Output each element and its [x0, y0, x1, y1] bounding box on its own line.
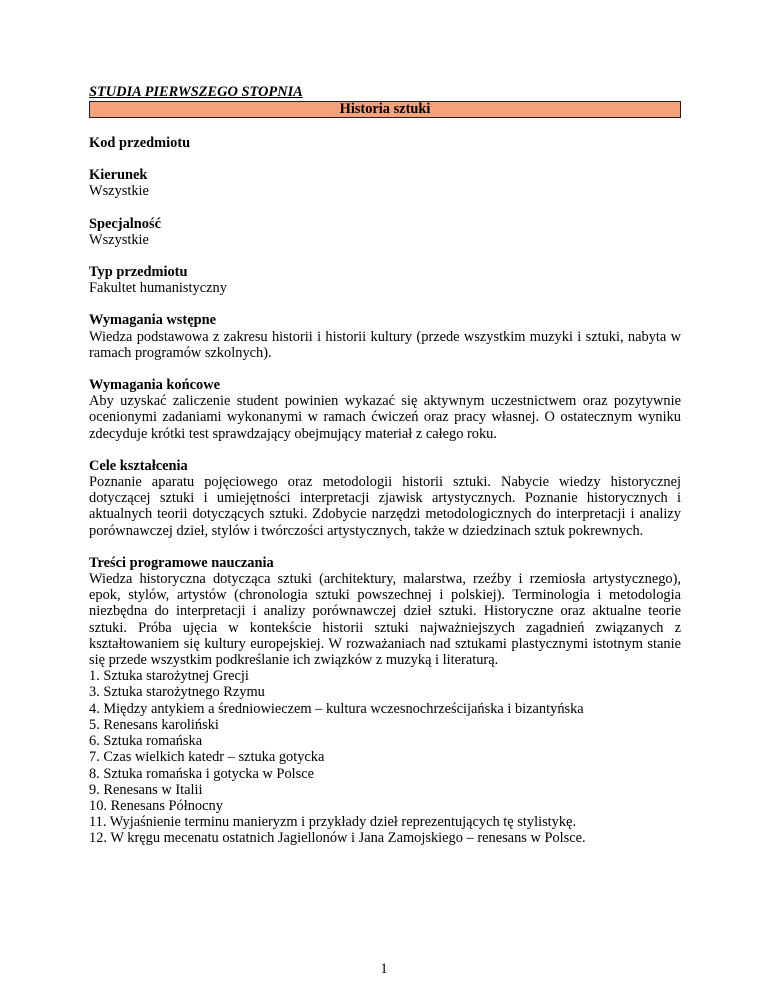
topics-list — [89, 668, 681, 846]
section-value-wymagania-koncowe: Aby uzyskać zaliczenie student powinien wykazać się aktywnym uczestnictwem oraz pozytywnie ocenionymi zadaniami wykonanymi w ramach ćwiczeń oraz pracy własnej. O ostatecznym wyniku zdecyduje krótki test sprawdzający obejmujący materiał z całego roku. — [89, 393, 681, 442]
list-item: 10. Renesans Północny — [89, 797, 223, 814]
list-item: 11. Wyjaśnienie terminu manieryzm i przykłady dzieł reprezentujących tę stylistykę. — [89, 814, 577, 831]
list-item: 9. Renesans w Italii — [89, 781, 203, 798]
section-value-specjalnosc: Wszystkie — [89, 231, 149, 248]
document-page — [89, 84, 681, 847]
section-value-typ: Fakultet humanistyczny — [89, 280, 227, 297]
section-heading-wymagania-wstepne: Wymagania wstępne — [89, 312, 216, 329]
list-item: 1. Sztuka starożytnej Grecji — [89, 668, 249, 685]
section-heading-specjalnosc: Specjalność — [89, 215, 161, 232]
section-tresci — [89, 555, 681, 847]
section-kierunek — [89, 167, 681, 199]
page-number: 1 — [380, 961, 388, 977]
section-typ — [89, 264, 681, 296]
section-value-cele: Poznanie aparatu pojęciowego oraz metodologii historii sztuki. Nabycie wiedzy historycznej dotyczącej sztuki i umiejętności interpretacji zjawisk artystycznych. Poznanie historycznych i aktualnych teorii dotyczących sztuki. Zdobycie narzędzi metodologicznych do interpretacji i analizy porównawczej dzieł, stylów i twórczości artystycznych, także w dziedzinach sztuk pokrewnych. — [89, 474, 681, 539]
section-specjalnosc — [89, 216, 681, 248]
section-heading-typ: Typ przedmiotu — [89, 264, 188, 281]
section-value-wymagania-wstepne: Wiedza podstawowa z zakresu historii i historii kultury (przede wszystkim muzyki i sztuki, nabyta w ramach programów szkolnych). — [89, 328, 681, 361]
section-value-tresci: Wiedza historyczna dotycząca sztuki (architektury, malarstwa, rzeźby i rzemiosła artystycznego), epok, stylów, artystów (chronologia sztuki powszechnej i polskiej). Terminologia i metodologia niezbędna do interpretacji i analizy porównawczej dzieł sztuki. Historyczne oraz aktualne teorie sztuki. Próba ujęcia w kontekście historii sztuki najważniejszych zagadnień związanych z kształtowaniem się kultury europejskiej. W rozważaniach nad sztukami plastycznymi istotnym stanie się przede wszystkim podkreślanie ich związków z muzyką i literaturą. — [89, 571, 681, 669]
section-cele — [89, 458, 681, 539]
list-item: 5. Renesans karoliński — [89, 716, 219, 733]
section-heading-wymagania-koncowe: Wymagania końcowe — [89, 377, 220, 394]
subject-title-bar: Historia sztuki — [89, 101, 681, 118]
section-heading-tresci: Treści programowe nauczania — [89, 554, 274, 571]
list-item: 6. Sztuka romańska — [89, 733, 203, 750]
section-wymagania-wstepne — [89, 312, 681, 361]
list-item: 8. Sztuka romańska i gotycka w Polsce — [89, 765, 315, 782]
section-wymagania-koncowe — [89, 377, 681, 442]
study-level-title: STUDIA PIERWSZEGO STOPNIA — [89, 84, 303, 100]
section-value-kierunek: Wszystkie — [89, 183, 149, 200]
list-item: 3. Sztuka starożytnego Rzymu — [89, 684, 265, 701]
list-item: 4. Między antykiem a średniowieczem – kultura wczesnochrześcijańska i bizantyńska — [89, 700, 584, 717]
section-heading-cele: Cele kształcenia — [89, 457, 188, 474]
section-kod — [89, 135, 681, 151]
list-item: 12. W kręgu mecenatu ostatnich Jagiellonów i Jana Zamojskiego – renesans w Polsce. — [89, 830, 586, 847]
section-heading-kod: Kod przedmiotu — [89, 135, 191, 151]
list-item: 7. Czas wielkich katedr – sztuka gotycka — [89, 749, 325, 766]
section-heading-kierunek: Kierunek — [89, 167, 148, 184]
